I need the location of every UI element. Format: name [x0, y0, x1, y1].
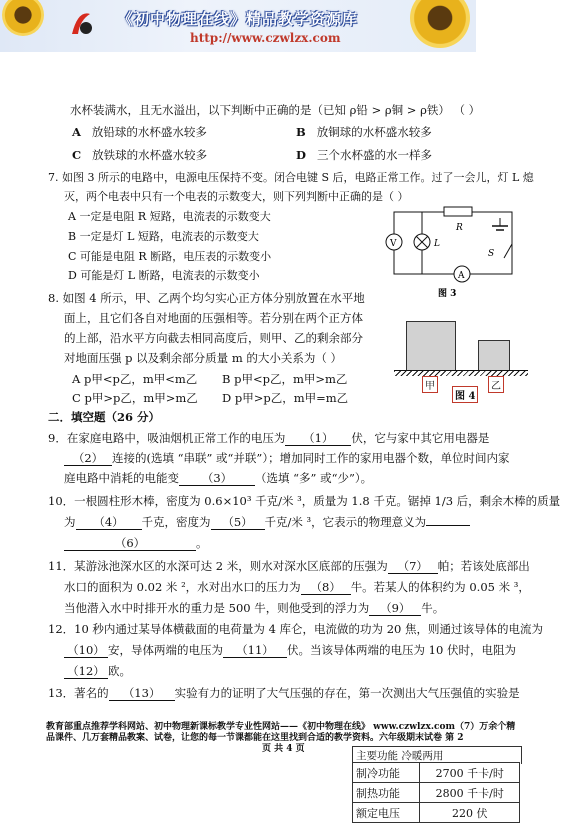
- q6-intro: 水杯装满水，且无水溢出，以下判断中正确的是（已知 ρ铅 > ρ铜 > ρ铁） （ ）: [70, 103, 481, 117]
- footer-line-2: 品课件、几万套精品教案、试卷，让您的每一节课都能在这里找到合适的教学资料。六年级期末试卷 第 2: [46, 733, 464, 743]
- q11-line-1: 11．某游泳池深水区的水深可达 2 米，则水对深水区底部的压强为 （7） 帕；若该处底部出: [48, 559, 530, 573]
- q8-stem-3: 的上部，沿水平方向截去相同高度后，则甲、乙的剩余部分: [64, 331, 363, 345]
- circuit-diagram: [380, 204, 518, 300]
- header-banner: [0, 0, 476, 52]
- resistor-label: R: [456, 223, 463, 233]
- q12-line-3: （12） 欧。: [64, 664, 131, 679]
- q8-stem-1: 8. 如图 4 所示，甲、乙两个均匀实心正方体分别放置在水平地: [48, 291, 365, 305]
- q6-option-a: A 放铅球的水杯盛水较多: [72, 125, 207, 139]
- q7-option-c: C 可能是电阻 R 断路，电压表的示数变小: [68, 250, 272, 263]
- q7-option-a: A 一定是电阻 R 短路，电流表的示数变大: [68, 210, 271, 223]
- blank-9: （9）: [369, 601, 421, 616]
- spec-table: [352, 762, 520, 823]
- label-yi: 乙: [488, 376, 504, 393]
- table-row: 制冷功能 2700 千卡/时: [353, 763, 520, 783]
- q12-line-2: （10） 安，导体两端的电压为 （11） 伏。当该导体两端的电压为 10 伏时，电阻为: [64, 643, 516, 658]
- q13-line-1: 13．著名的 （13） 实验有力的证明了大气压强的存在，第一次测出大气压强值的实验是: [48, 686, 520, 700]
- q11-line-3: 当他潜入水中时排开水的重力是 500 牛，则他受到的浮力为 （9） 牛。: [64, 601, 445, 615]
- blank-5: （5）: [211, 515, 265, 530]
- q8-option-c: C p甲>p乙，m甲>m乙: [72, 391, 198, 405]
- blank-7: （7）: [388, 559, 438, 574]
- banner-title: 《初中物理在线》精品教学资源库: [118, 10, 359, 28]
- q7-option-b: B 一定是灯 L 短路，电流表的示数变大: [68, 230, 259, 243]
- figure-3-caption: 图 3: [438, 289, 457, 299]
- q8-option-d: D p甲>p乙，m甲=m乙: [222, 391, 349, 405]
- section-2-heading: 二．填空题（26 分）: [48, 410, 161, 424]
- q8-option-b: B p甲<p乙，m甲>m乙: [222, 372, 348, 386]
- voltmeter-label: V: [390, 239, 397, 249]
- blank-11: （11）: [223, 643, 287, 658]
- q6-option-b: B 放铜球的水杯盛水较多: [296, 125, 432, 139]
- footer-line-1: 教育部重点推荐学科网站、初中物理新课标教学专业性网站——《初中物理在线》 www.czwlzx.com（7）万余个精: [46, 722, 516, 732]
- lamp-label: L: [434, 239, 440, 249]
- q12-line-1: 12．10 秒内通过某导体横截面的电荷量为 4 库仑，电流做的功为 20 焦，则通过该导体的电流为: [48, 622, 543, 636]
- figure-4-caption: 图 4: [452, 386, 478, 403]
- resistor-r: [444, 207, 472, 216]
- ammeter-label: A: [458, 271, 465, 281]
- blank-12: （12）: [64, 664, 108, 679]
- sunflower-right-icon: [410, 0, 470, 48]
- blank-6: （6）: [64, 536, 196, 551]
- q10-line-2: 为 （4） 千克，密度为 （5） 千克/米 ³，它表示的物理意义为: [64, 515, 470, 530]
- switch-icon: [504, 244, 512, 258]
- cube-yi: [478, 340, 510, 372]
- ground-line: [394, 370, 528, 376]
- q7-option-d: D 可能是灯 L 断路，电流表的示数变小: [68, 269, 260, 282]
- site-logo: [66, 8, 96, 38]
- table-row: 制热功能 2800 千卡/时: [353, 783, 520, 803]
- cube-jia: [406, 321, 456, 371]
- q11-line-2: 水口的面积为 0.02 米 ²，水对出水口的压力为 （8） 牛。若某人的体积约为 0.05 米 ³，: [64, 580, 530, 594]
- blank-8: （8）: [301, 580, 351, 595]
- blank-10: （10）: [64, 643, 108, 658]
- label-jia: 甲: [422, 376, 438, 393]
- q9-line-3: 庭电路中消耗的电能变 （3） （选填 “多” 或“少”）。: [64, 471, 373, 485]
- blank-2: （2）: [64, 451, 112, 466]
- switch-label: S: [488, 249, 495, 259]
- q7-stem-2: 灭，两个电表中只有一个电表的示数变大，则下列判断中正确的是（ ）: [64, 190, 409, 203]
- spec-table-header: 主要功能 冷暖两用: [352, 746, 522, 764]
- q10-line-3: （6） 。: [64, 536, 208, 551]
- q9-line-2: （2） 连接的(选填 “串联” 或“并联”）；增加同时工作的家用电器个数，单位时间内家: [64, 451, 510, 466]
- q6-option-c: C 放铁球的水杯盛水较多: [72, 148, 208, 162]
- blank-13: （13）: [109, 686, 175, 701]
- blank-1: （1）: [285, 431, 351, 446]
- q8-option-a: A p甲<p乙，m甲<m乙: [72, 372, 198, 386]
- q6-option-d: D 三个水杯盛的水一样多: [296, 148, 432, 162]
- q10-line-1: 10．一根圆柱形木棒，密度为 0.6×10³ 千克/米 ³，质量为 1.8 千克。锯掉 1/3 后，剩余木棒的质量: [48, 494, 561, 508]
- footer-line-3: 页 共 4 页: [262, 744, 305, 754]
- q9-line-1: 9．在家庭电路中，吸油烟机正常工作的电压为 （1） 伏，它与家中其它用电器是: [48, 431, 490, 445]
- q8-stem-2: 面上，且它们各自对地面的压强相等。若分别在两个正方体: [64, 311, 363, 325]
- blank-4: （4）: [76, 515, 142, 530]
- q8-stem-4: 对地面压强 p 以及剩余部分质量 m 的大小关系为（ ）: [64, 351, 343, 365]
- banner-url[interactable]: http://www.czwlzx.com: [190, 31, 341, 45]
- blank-3: （3）: [179, 471, 255, 486]
- table-row: 额定电压 220 伏: [353, 803, 520, 823]
- sunflower-left-icon: [2, 0, 44, 36]
- q7-stem-1: 7. 如图 3 所示的电路中，电源电压保持不变。闭合电键 S 后，电路正常工作。过了一会儿，灯 L 熄: [48, 171, 534, 184]
